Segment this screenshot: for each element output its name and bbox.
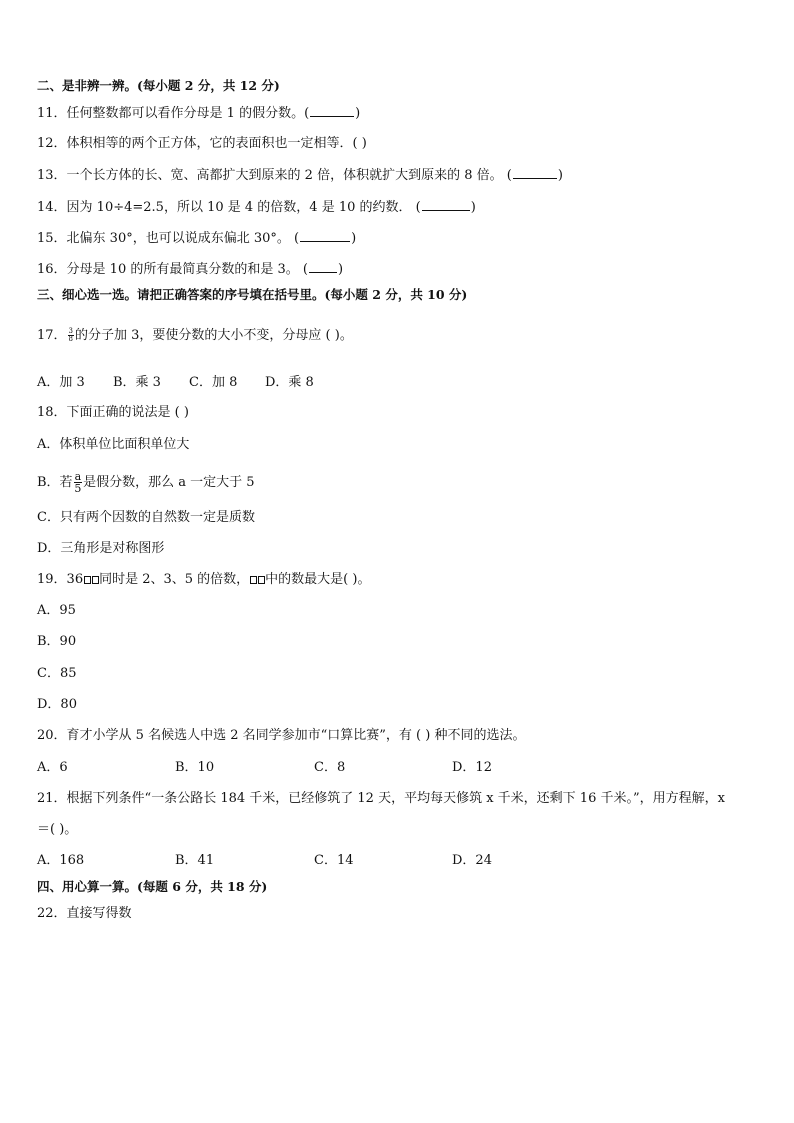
fraction bbox=[74, 471, 83, 494]
option-b[interactable]: B．乘 3 bbox=[113, 375, 161, 390]
question-18-option-c[interactable]: C．只有两个因数的自然数一定是质数 bbox=[37, 510, 255, 525]
option-b-prefix: B．若 bbox=[37, 475, 73, 490]
question-19-prefix: 19．36 bbox=[37, 572, 84, 587]
fraction-numerator: 3 bbox=[68, 327, 74, 335]
question-19-option-b[interactable]: B．90 bbox=[37, 634, 77, 649]
question-17-number: 17． bbox=[37, 328, 67, 343]
question-15-text: 15．北偏东 30°，也可以说成东偏北 30°。 ( bbox=[37, 231, 300, 246]
fraction bbox=[68, 328, 74, 343]
question-11 bbox=[37, 104, 360, 123]
question-11-text: 11．任何整数都可以看作分母是 1 的假分数。( bbox=[37, 106, 310, 121]
option-a[interactable]: A．加 3 bbox=[37, 375, 85, 390]
question-19-option-d[interactable]: D．80 bbox=[37, 697, 77, 712]
fraction-denominator: 5 bbox=[74, 482, 82, 495]
option-b[interactable]: B．41 bbox=[175, 853, 215, 868]
question-18-option-a[interactable]: A．体积单位比面积单位大 bbox=[37, 437, 190, 452]
option-a[interactable]: A．168 bbox=[37, 853, 85, 868]
option-b-text: 是假分数，那么 a 一定大于 5 bbox=[83, 475, 255, 490]
paren-close: ) bbox=[355, 106, 361, 121]
placeholder-boxes bbox=[83, 571, 99, 589]
question-18-option-b[interactable] bbox=[37, 471, 255, 494]
question-21-line-1: 21．根据下列条件“一条公路长 184 千米，已经修筑了 12 天，平均每天修筑 x 千米，还剩下 16 千米。”，用方程解，x bbox=[37, 791, 725, 806]
option-d[interactable]: D．12 bbox=[452, 760, 492, 775]
question-17-text: 的分子加 3，要使分数的大小不变，分母应 ( )。 bbox=[75, 328, 353, 343]
option-a[interactable]: A．6 bbox=[37, 760, 68, 775]
option-c[interactable]: C．14 bbox=[314, 853, 354, 868]
question-16-text: 16．分母是 10 的所有最简真分数的和是 3。 ( bbox=[37, 262, 308, 277]
answer-blank[interactable] bbox=[300, 229, 350, 242]
question-19-middle: 同时是 2、3、5 的倍数， bbox=[99, 572, 250, 587]
option-c[interactable]: C．加 8 bbox=[189, 375, 238, 390]
question-12: 12．体积相等的两个正方体，它的表面积也一定相等．( ) bbox=[37, 136, 367, 151]
question-19-option-a[interactable]: A．95 bbox=[37, 603, 76, 618]
option-b[interactable]: B．10 bbox=[175, 760, 215, 775]
fraction-denominator: 8 bbox=[68, 335, 74, 343]
paren-close: ) bbox=[337, 262, 344, 277]
option-c[interactable]: C．8 bbox=[314, 760, 346, 775]
question-18: 18．下面正确的说法是 ( ) bbox=[37, 405, 189, 420]
question-18-option-d[interactable]: D．三角形是对称图形 bbox=[37, 541, 165, 556]
answer-blank[interactable] bbox=[513, 166, 557, 179]
answer-blank[interactable] bbox=[309, 260, 337, 273]
option-d[interactable]: D．24 bbox=[452, 853, 492, 868]
option-d[interactable]: D．乘 8 bbox=[265, 375, 314, 390]
answer-blank[interactable] bbox=[310, 104, 354, 117]
paren-close: ) bbox=[557, 168, 563, 183]
question-19-option-c[interactable]: C．85 bbox=[37, 666, 77, 681]
question-15 bbox=[37, 229, 356, 248]
question-13 bbox=[37, 166, 563, 185]
fraction-numerator: a bbox=[74, 470, 82, 483]
paren-close: ) bbox=[351, 231, 357, 246]
section-2-heading: 二、是非辨一辨。(每小题 2 分，共 12 分) bbox=[37, 78, 280, 93]
question-14 bbox=[37, 198, 476, 217]
section-3-heading: 三、细心选一选。请把正确答案的序号填在括号里。(每小题 2 分，共 10 分) bbox=[37, 287, 468, 302]
placeholder-boxes bbox=[249, 571, 265, 589]
question-13-text: 13．一个长方体的长、宽、高都扩大到原来的 2 倍，体积就扩大到原来的 8 倍。 ( bbox=[37, 168, 512, 183]
question-17 bbox=[37, 327, 353, 345]
question-20: 20．育才小学从 5 名候选人中选 2 名同学参加市“口算比赛”，有 ( ) 种不同的选法。 bbox=[37, 728, 526, 743]
question-19 bbox=[37, 571, 370, 589]
question-22: 22．直接写得数 bbox=[37, 906, 132, 921]
section-4-heading: 四、用心算一算。(每题 6 分，共 18 分) bbox=[37, 879, 268, 894]
question-16 bbox=[37, 260, 343, 279]
answer-blank[interactable] bbox=[422, 198, 470, 211]
question-19-suffix: 中的数最大是( )。 bbox=[265, 572, 371, 587]
question-14-text: 14．因为 10÷4=2.5，所以 10 是 4 的倍数，4 是 10 的约数． ( bbox=[37, 200, 421, 215]
question-21-line-2: ＝( )。 bbox=[37, 822, 78, 837]
paren-close: ) bbox=[470, 200, 476, 215]
